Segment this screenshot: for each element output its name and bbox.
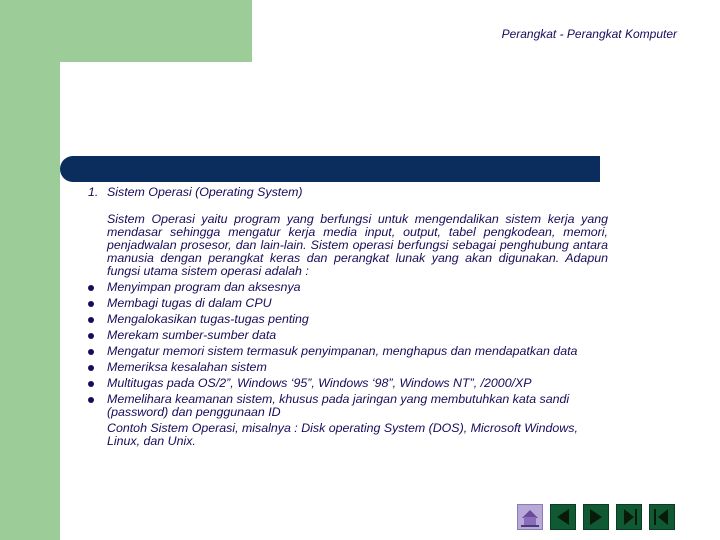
first-icon: [617, 505, 641, 529]
bullet-icon: [88, 333, 94, 339]
bullet-icon: [88, 397, 94, 403]
first-button[interactable]: [616, 504, 642, 530]
title-bar: [60, 156, 600, 182]
closing-paragraph: Contoh Sistem Operasi, misalnya : Disk operating System (DOS), Microsoft Windows, Linux, dan Unix.: [107, 421, 578, 448]
section-title-text: Sistem Operasi (Operating System): [107, 185, 303, 199]
function-list: [88, 281, 608, 419]
list-item: Merekam sumber-sumber data: [88, 329, 608, 342]
home-icon: [518, 505, 542, 529]
bullet-icon: [88, 317, 94, 323]
list-item: Menyimpan program dan aksesnya: [88, 281, 608, 294]
section-number: 1.: [88, 185, 99, 199]
slide-navigation: [517, 504, 675, 530]
list-item: Memeriksa kesalahan sistem: [88, 361, 608, 374]
previous-button[interactable]: [550, 504, 576, 530]
list-item: Membagi tugas di dalam CPU: [88, 297, 608, 310]
bullet-icon: [88, 301, 94, 307]
previous-icon: [551, 505, 575, 529]
list-item: Memelihara keamanan sistem, khusus pada jaringan yang membutuhkan kata sandi (password) dan penggunaan ID: [88, 393, 608, 419]
intro-paragraph: Sistem Operasi yaitu program yang berfungsi untuk mengendalikan sistem kerja yang mendasar sehingga mengatur kerja media input, output, tabel pengkodean, memori, penjadwalan prosesor, dan lain-lain. Sistem operasi berfungsi sebagai penghubung antara manusia dengan perangkat keras dan perangkat lunak yang akan digunakan. Adapun fungsi utama sistem operasi adalah :: [107, 212, 608, 278]
list-item: Mengalokasikan tugas-tugas penting: [88, 313, 608, 326]
bullet-icon: [88, 365, 94, 371]
bullet-icon: [88, 349, 94, 355]
bullet-icon: [88, 381, 94, 387]
section-title: [88, 186, 608, 199]
next-icon: [584, 505, 608, 529]
decor-green-left: [0, 0, 60, 540]
slide-header: Perangkat - Perangkat Komputer: [501, 27, 677, 41]
decor-corner: [60, 62, 100, 102]
last-button[interactable]: [649, 504, 675, 530]
list-item: Mengatur memori sistem termasuk penyimpanan, menghapus dan mendapatkan data: [88, 345, 608, 358]
last-icon: [650, 505, 674, 529]
bullet-icon: [88, 285, 94, 291]
next-button[interactable]: [583, 504, 609, 530]
home-button[interactable]: [517, 504, 543, 530]
list-item: Multitugas pada OS/2”, Windows ‘95”, Windows ‘98”, Windows NT”, /2000/XP: [88, 377, 608, 390]
slide-content: [88, 186, 608, 448]
